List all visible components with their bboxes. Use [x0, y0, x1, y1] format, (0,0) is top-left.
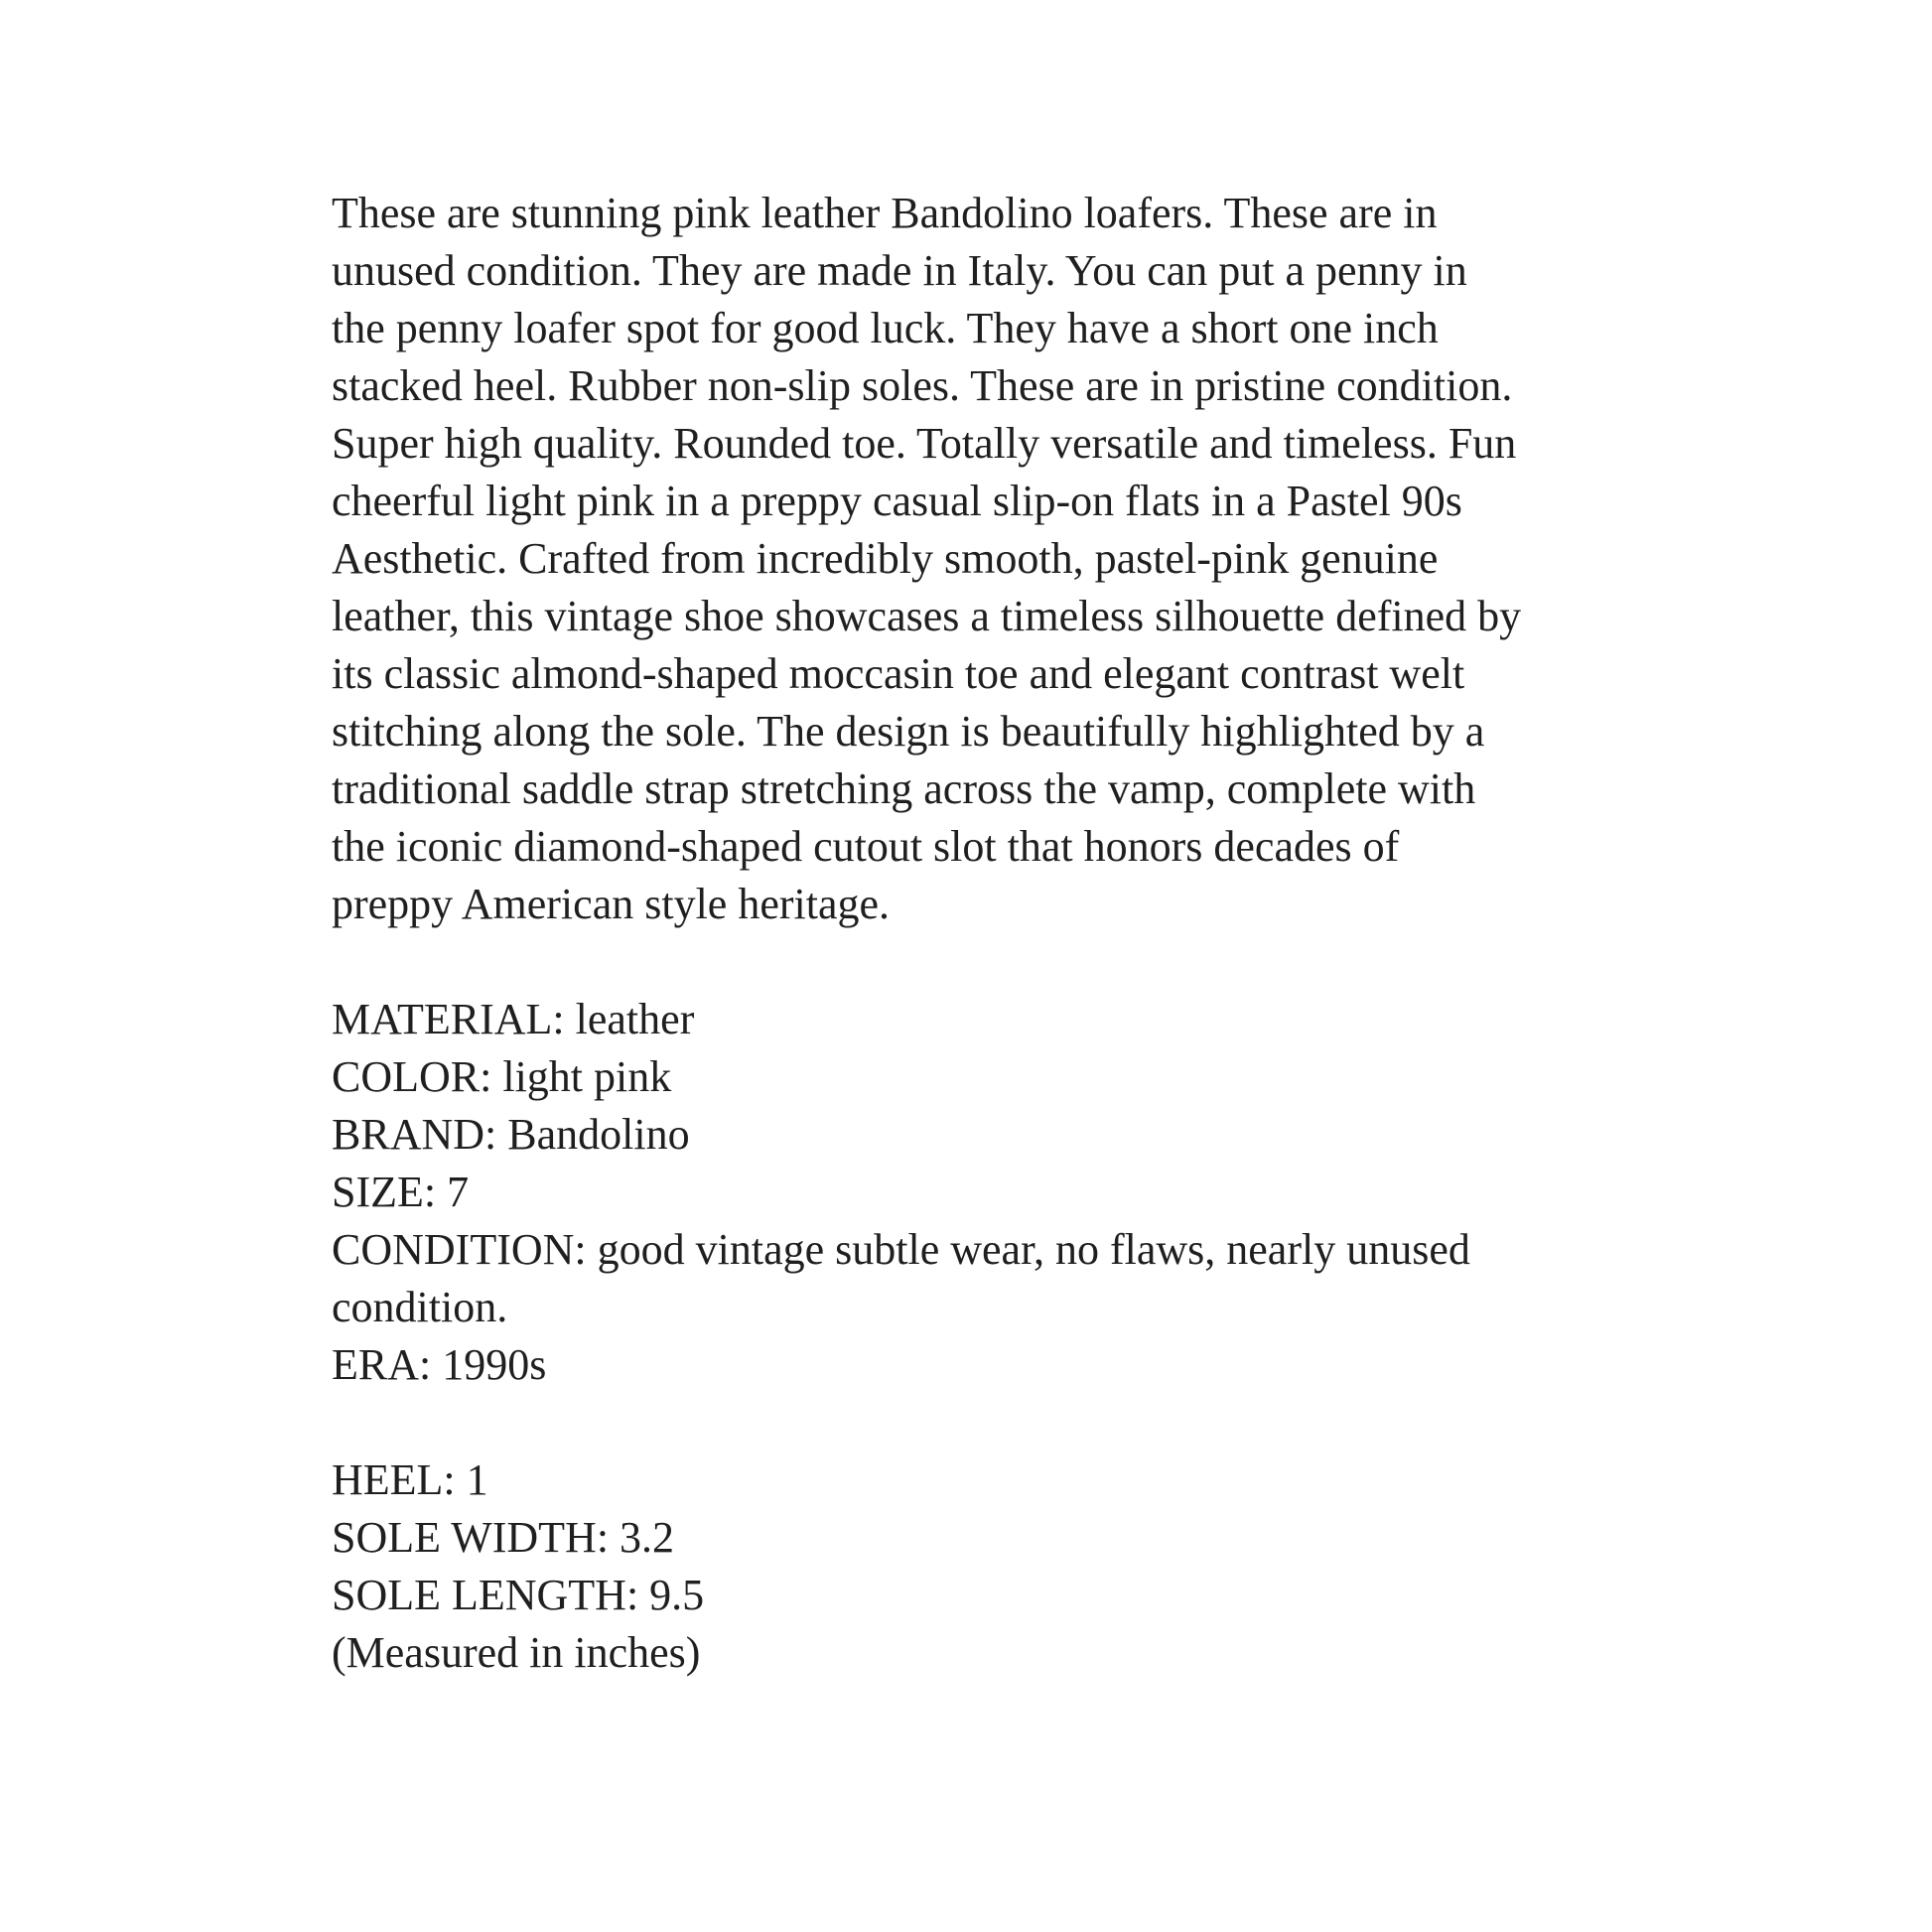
description-line: These are stunning pink leather Bandolino loafers. These are in: [332, 189, 1438, 237]
description-line: the penny loafer spot for good luck. They have a short one inch: [332, 304, 1439, 352]
description-paragraph: [332, 185, 1622, 933]
spec-brand: BRAND: Bandolino: [332, 1110, 690, 1159]
description-line: stacked heel. Rubber non-slip soles. These are in pristine condition.: [332, 361, 1513, 410]
spec-size: SIZE: 7: [332, 1168, 470, 1216]
spec-era: ERA: 1990s: [332, 1340, 547, 1389]
description-line: leather, this vintage shoe showcases a timeless silhouette defined by: [332, 592, 1522, 640]
description-line: the iconic diamond-shaped cutout slot that honors decades of: [332, 822, 1400, 871]
measurement-unit-note: (Measured in inches): [332, 1628, 701, 1677]
paragraph-spacer: [332, 1394, 1622, 1451]
description-line: Aesthetic. Crafted from incredibly smooth, pastel-pink genuine: [332, 534, 1439, 583]
measurement-sole-length: SOLE LENGTH: 9.5: [332, 1571, 705, 1619]
spec-material: MATERIAL: leather: [332, 995, 695, 1043]
measurement-sole-width: SOLE WIDTH: 3.2: [332, 1513, 675, 1562]
description-line: cheerful light pink in a preppy casual slip-on flats in a Pastel 90s: [332, 477, 1462, 525]
description-line: Super high quality. Rounded toe. Totally versatile and timeless. Fun: [332, 419, 1517, 468]
measurement-heel: HEEL: 1: [332, 1455, 488, 1504]
description-line: unused condition. They are made in Italy. You can put a penny in: [332, 246, 1467, 295]
spec-condition-continued: condition.: [332, 1283, 508, 1331]
paragraph-spacer: [332, 933, 1622, 991]
description-line: stitching along the sole. The design is beautifully highlighted by a: [332, 707, 1485, 756]
description-line: its classic almond-shaped moccasin toe and elegant contrast welt: [332, 649, 1465, 698]
measurements-block: [332, 1451, 1622, 1682]
spec-condition: CONDITION: good vintage subtle wear, no flaws, nearly unused: [332, 1225, 1470, 1274]
specs-block: [332, 991, 1622, 1394]
spec-color: COLOR: light pink: [332, 1052, 672, 1101]
description-line: preppy American style heritage.: [332, 880, 891, 928]
description-line: traditional saddle strap stretching across the vamp, complete with: [332, 764, 1476, 813]
product-description-document: [332, 185, 1622, 1682]
